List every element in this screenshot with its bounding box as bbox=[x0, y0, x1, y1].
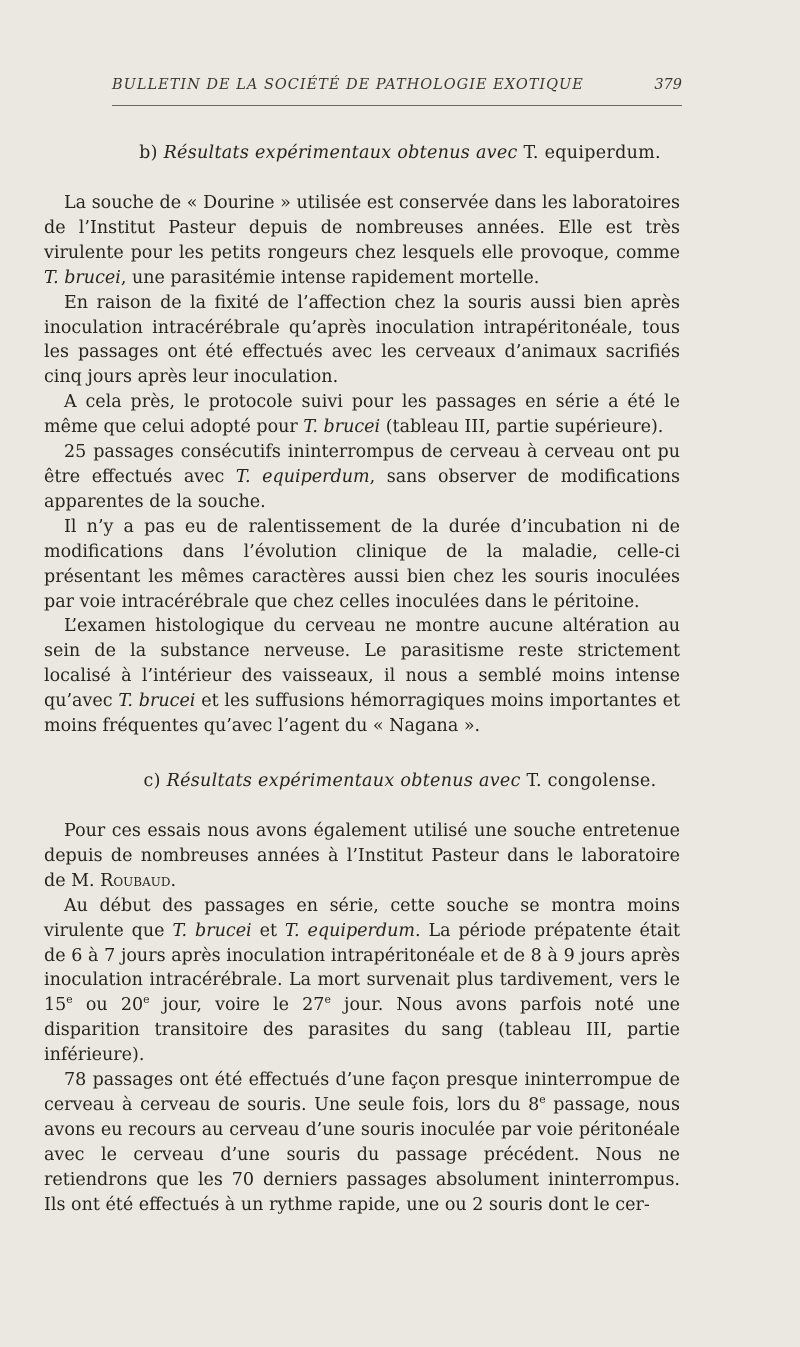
section-c-body bbox=[44, 819, 680, 1218]
text-run: 78 passages ont été effectués d’une façon presque ininterrompue de cerveau à cerveau de souris. Une seule fois, lors du 8 bbox=[44, 1070, 680, 1115]
text-run: 25 passages consécutifs ininterrompus de cerveau à cerveau ont pu être effectués avec bbox=[44, 442, 680, 487]
text-run: , une parasitémie intense rapidement mortelle. bbox=[120, 267, 540, 288]
italic-run: T. equiperdum bbox=[284, 920, 415, 941]
text-run: A cela près, le protocole suivi pour les passages en série a été le même que celui adopté pour bbox=[44, 392, 680, 438]
text-run: passage, nous avons eu recours au cerveau d’une souris inoculée par voie péritonéale avec le cerveau d’une souris du passage précédent. Nous ne retiendrons que les 70 derniers passages absolument ininterrompus. Ils ont été effectués à un rythme rapide, une ou 2 souris dont le cer- bbox=[44, 1094, 680, 1215]
section-b-body bbox=[44, 191, 680, 739]
italic-run: T. brucei bbox=[44, 267, 121, 288]
header-rule bbox=[112, 105, 682, 106]
running-head bbox=[112, 77, 682, 93]
journal-title: BULLETIN DE LA SOCIÉTÉ DE PATHOLOGIE EXOTIQUE bbox=[112, 77, 584, 93]
paragraph bbox=[44, 515, 680, 615]
section-c-heading: c) Résultats expérimentaux obtenus avec T. congolense. bbox=[143, 771, 657, 791]
italic-run: T. brucei bbox=[118, 691, 196, 712]
superscript: e bbox=[539, 1093, 546, 1107]
paragraph bbox=[44, 440, 680, 515]
text-run: L’examen histologique du cerveau ne montre aucune altération au sein de la substance nerveuse. Le parasitisme reste strictement localisé à l’intérieur des vaisseaux, il nous a semblé moins intense qu’avec bbox=[44, 616, 680, 712]
text-run: , sans observer de modifications apparentes de la souche. bbox=[44, 466, 680, 512]
text-run: (tableau III, partie supérieure). bbox=[380, 417, 664, 438]
text-run: . bbox=[170, 870, 177, 891]
superscript: e bbox=[324, 993, 331, 1007]
paragraph bbox=[44, 614, 680, 739]
section-b-heading: b) Résultats expérimentaux obtenus avec T. equiperdum. bbox=[139, 143, 661, 163]
paragraph bbox=[44, 894, 680, 1068]
small-caps-run: Roubaud bbox=[100, 870, 171, 891]
text-run: Pour ces essais nous avons également utilisé une souche entretenue depuis de nombreuses années à l’Institut Pasteur dans le laboratoire de M. bbox=[44, 821, 680, 891]
superscript: e bbox=[66, 993, 73, 1007]
italic-run: T. brucei bbox=[303, 417, 381, 438]
text-run: jour. Nous avons parfois noté une disparition transitoire des parasites du sang (tableau III, partie inférieure). bbox=[44, 995, 681, 1066]
italic-run: T. equiperdum bbox=[235, 466, 370, 487]
text-run: et bbox=[251, 920, 285, 941]
text-run: La souche de « Dourine » utilisée est conservée dans les laboratoires de l’Institut Pasteur depuis de nombreuses années. Elle est très virulente pour les petits rongeurs chez lesquels elle provoque, comme bbox=[44, 193, 680, 263]
paragraph bbox=[44, 819, 680, 894]
text-run: En raison de la fixité de l’affection chez la souris aussi bien après inoculation intracérébrale qu’après inoculation intrapéritonéale, tous les passages ont été effectués avec les cerveaux d’animaux sacrifiés cinq jours après leur inoculation. bbox=[44, 292, 680, 388]
paragraph bbox=[44, 390, 680, 440]
text-run: Il n’y a pas eu de ralentissement de la durée d’incubation ni de modifications dans l’évolution clinique de la maladie, celle-ci présentant les mêmes caractères aussi bien chez les souris inoculées par voie intracérébrale que chez celles inoculées dans le péritoine. bbox=[44, 516, 680, 612]
italic-run: T. brucei bbox=[172, 920, 252, 941]
paragraph bbox=[44, 291, 680, 391]
text-run: et les suffusions hémorragiques moins importantes et moins fréquentes qu’avec l’agent du « Nagana ». bbox=[44, 691, 681, 737]
paragraph bbox=[44, 1068, 680, 1217]
page-number: 379 bbox=[654, 77, 682, 93]
paragraph bbox=[44, 191, 680, 291]
text-run: ou 20 bbox=[72, 995, 144, 1016]
text-run: jour, voire le 27 bbox=[149, 995, 325, 1016]
text-run: . La période prépatente était de 6 à 7 jours après inoculation intrapéritonéale et de 8 à 9 jours après inoculation intracérébrale. La mort survenait plus tardivement, vers le 15 bbox=[44, 920, 680, 1016]
superscript: e bbox=[143, 993, 150, 1007]
text-run: Au début des passages en série, cette souche se montra moins virulente que bbox=[44, 895, 680, 941]
